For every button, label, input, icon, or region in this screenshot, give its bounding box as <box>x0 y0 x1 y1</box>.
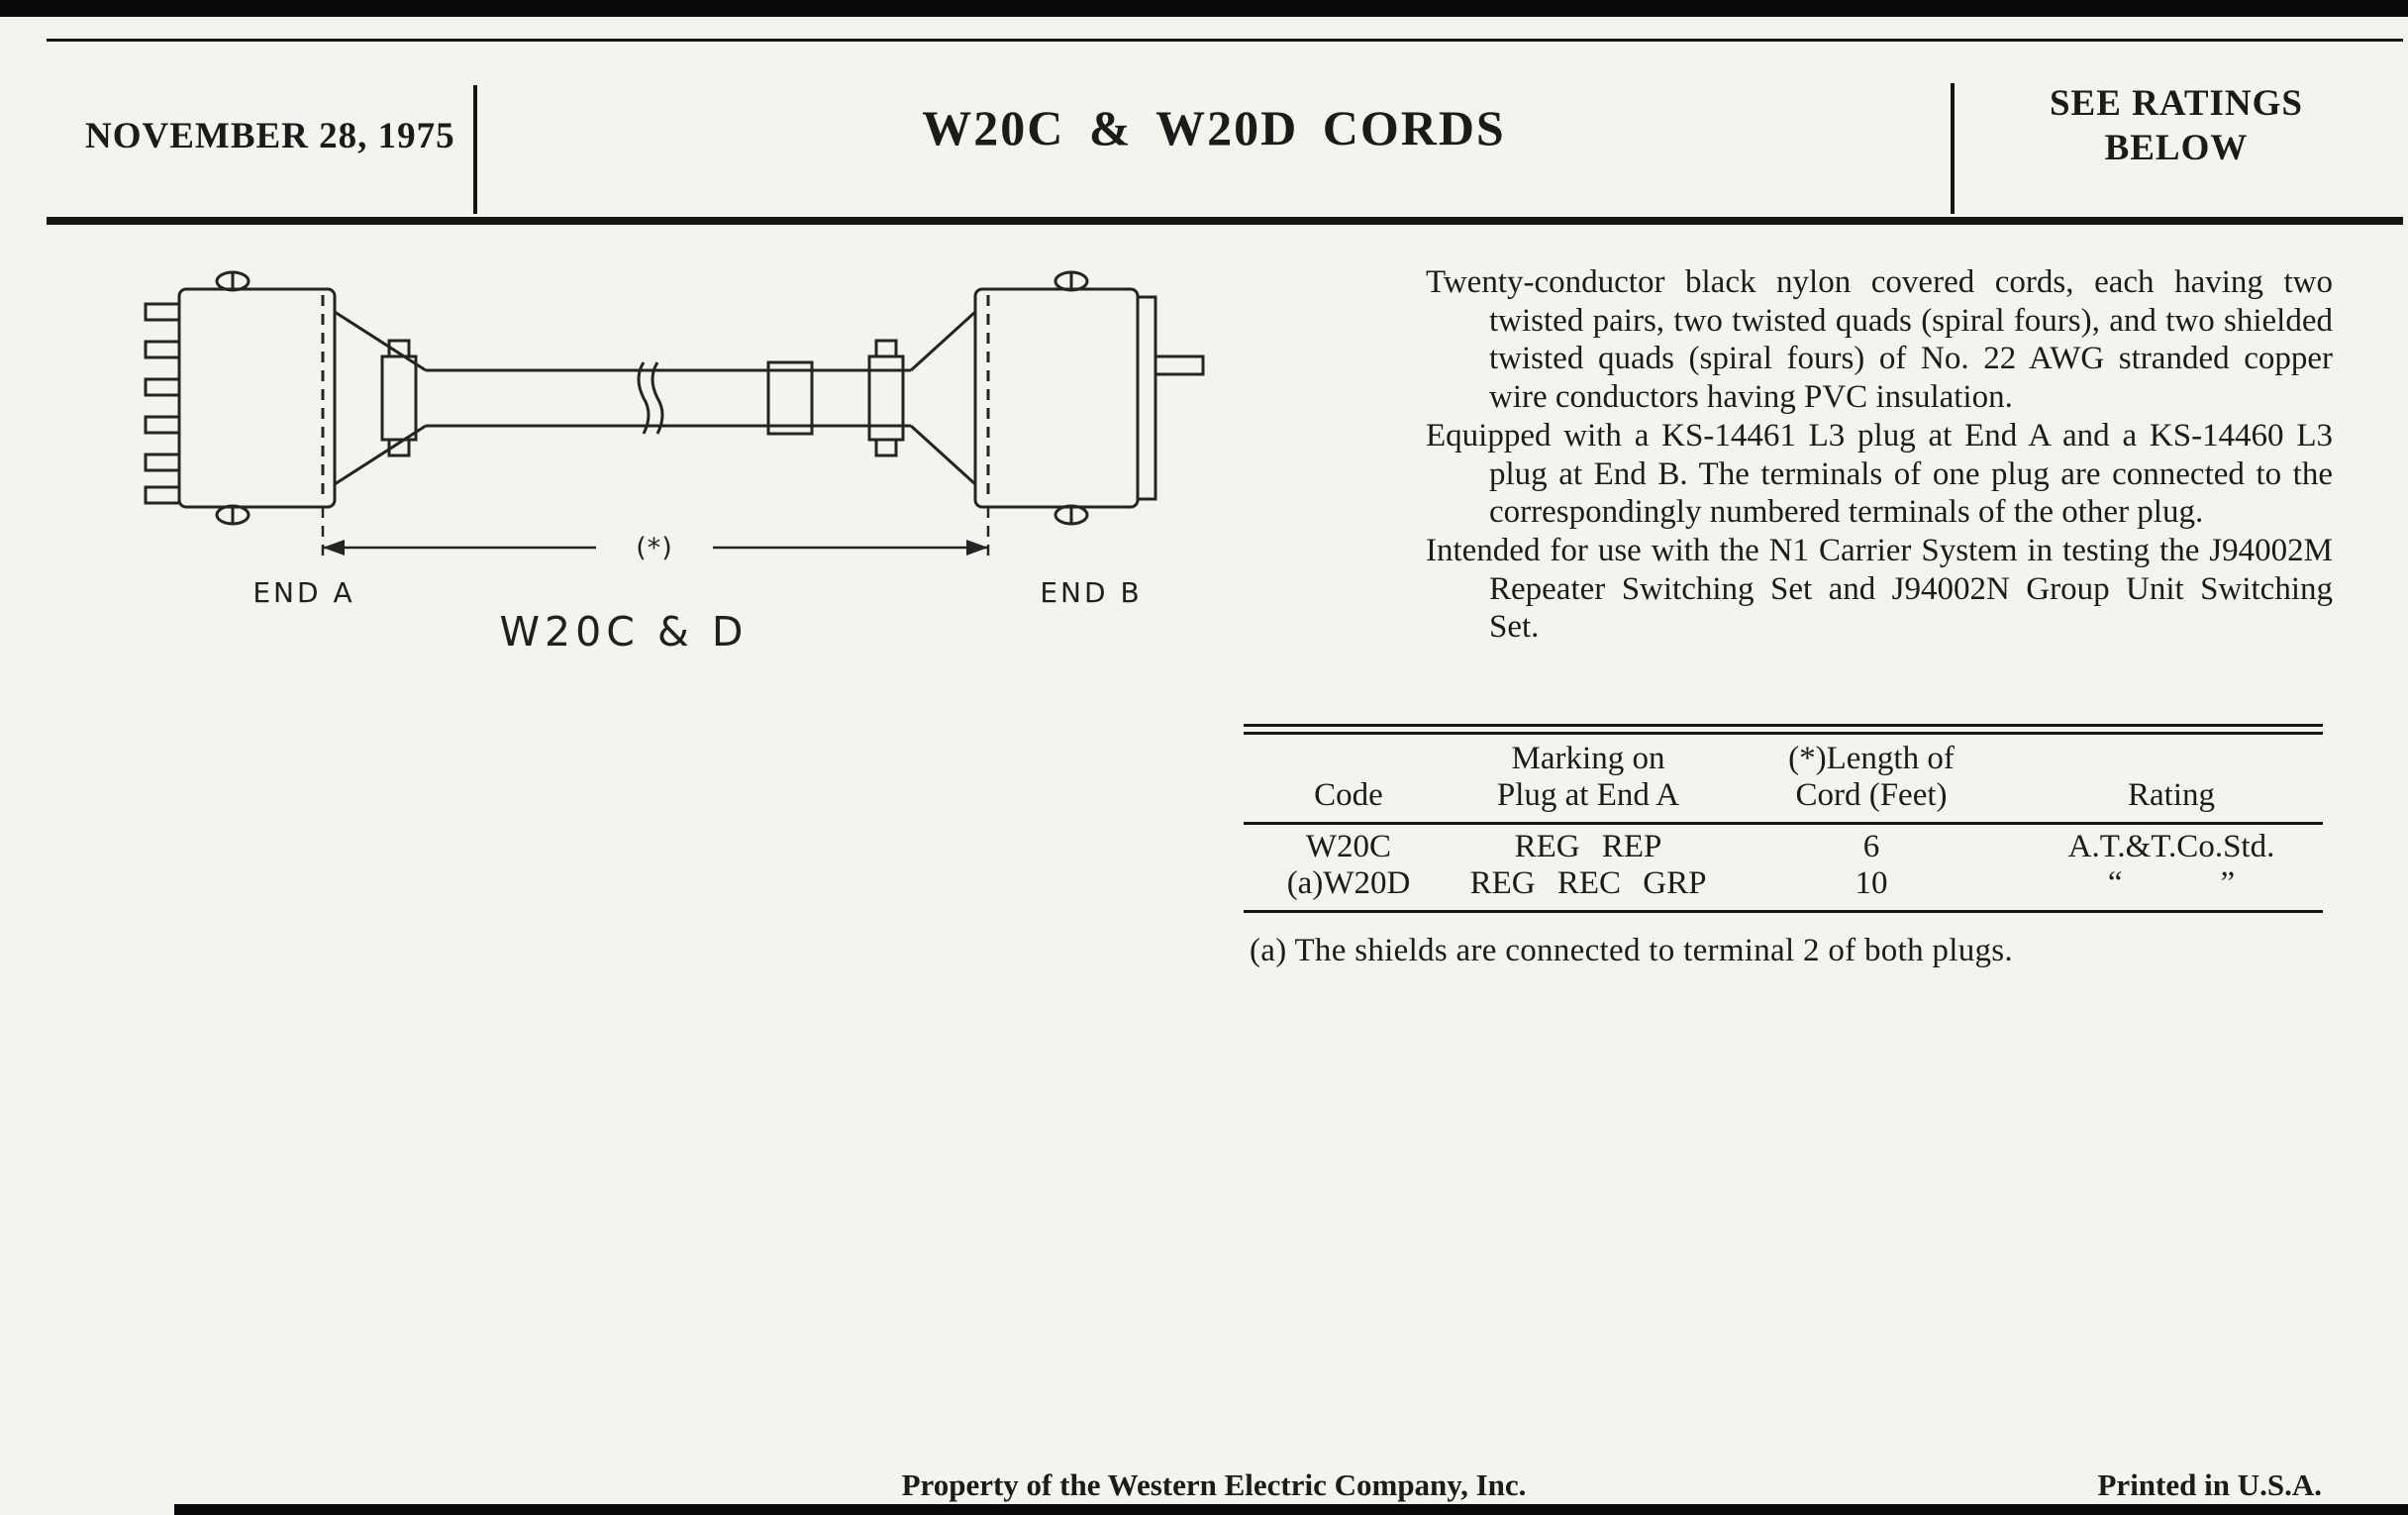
cell-code: (a)W20D <box>1286 865 1411 901</box>
cell-length: 6 <box>1862 829 1880 864</box>
arrowhead-right-icon <box>966 540 988 556</box>
scan-bottom-bar <box>174 1504 2408 1515</box>
cell-code: W20C <box>1305 829 1392 864</box>
table-rule <box>1244 910 2323 913</box>
end-a-connector <box>146 272 426 524</box>
screw-icon <box>217 272 249 524</box>
header-rule <box>47 217 2403 225</box>
screw-icon <box>1055 272 1087 524</box>
end-b-connector <box>911 272 1203 524</box>
footer-printed-notice: Printed in U.S.A. <box>2097 1467 2322 1502</box>
ratings-table <box>1244 724 2323 913</box>
column-header-code: Code <box>1314 777 1383 813</box>
cable <box>426 341 911 455</box>
top-rule <box>47 39 2403 42</box>
cell-marking: REG REC GRP <box>1469 865 1707 901</box>
column-header-rating: Rating <box>2128 777 2215 813</box>
description-paragraph: Intended for use with the N1 Carrier System in testing the J94002M Repeater Switching Set and J94002N Group Unit Switching Set. <box>1426 532 2333 646</box>
dimension-line <box>323 507 988 563</box>
description-paragraph: Equipped with a KS-14461 L3 plug at End A and a KS-14460 L3 plug at End B. The terminals of one plug are connected to the correspondingly numbered terminals of the other plug. <box>1426 417 2333 531</box>
document-date: NOVEMBER 28, 1975 <box>85 116 455 156</box>
dimension-label: (*) <box>636 533 673 563</box>
footer-property-notice: Property of the Western Electric Company, Inc. <box>901 1467 1527 1502</box>
cell-rating: “ ” <box>2107 865 2236 901</box>
scan-top-bar <box>0 0 2408 17</box>
table-row <box>1244 825 2323 865</box>
cable-clamp-icon <box>382 341 416 455</box>
description-column <box>1426 263 2333 647</box>
arrowhead-left-icon <box>323 540 345 556</box>
table-footnote: (a) The shields are connected to terminal 2 of both plugs. <box>1250 933 2013 968</box>
page-title: W20C & W20D CORDS <box>922 100 1506 155</box>
drawing-caption: W20C & D <box>499 608 749 656</box>
end-b-label: END B <box>1040 576 1143 609</box>
cell-marking: REG REP <box>1514 829 1662 864</box>
column-header-marking: Marking on Plug at End A <box>1496 741 1680 813</box>
ratings-note <box>1953 81 2400 170</box>
table-row <box>1244 865 2323 910</box>
ratings-note-line2: BELOW <box>2104 128 2249 168</box>
table-header-row <box>1244 735 2323 822</box>
cell-rating: A.T.&T.Co.Std. <box>2067 829 2275 864</box>
table-rule <box>1244 724 2323 727</box>
ratings-note-line1: SEE RATINGS <box>2049 83 2304 124</box>
cord-drawing <box>129 257 1238 673</box>
description-paragraph: Twenty-conductor black nylon covered cords, each having two twisted pairs, two twisted quads (spiral fours), and two shielded twisted quads (spiral fours) of No. 22 AWG stranded copper wire conductors having PVC insulation. <box>1426 264 2333 416</box>
end-a-label: END A <box>252 576 355 609</box>
cable-clamp-icon <box>869 341 903 455</box>
cell-length: 10 <box>1855 865 1888 901</box>
column-header-length: (*)Length of Cord (Feet) <box>1788 741 1955 813</box>
